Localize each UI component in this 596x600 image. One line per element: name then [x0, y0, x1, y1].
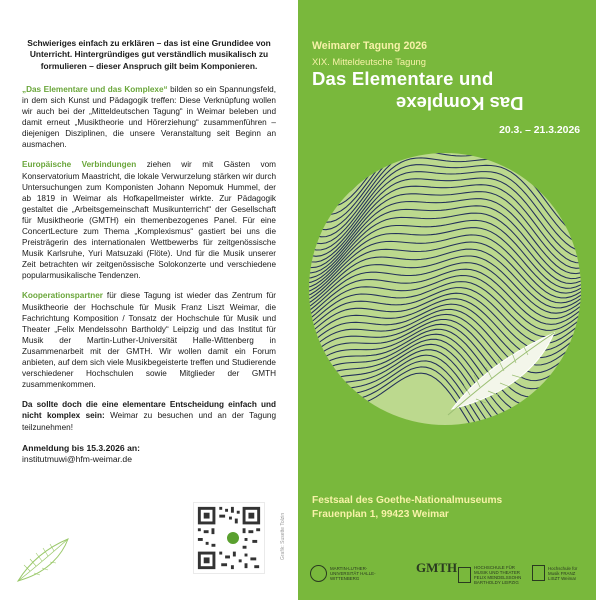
mlu-seal-icon [310, 565, 327, 582]
logo-hmt [458, 565, 524, 585]
feather-icon [14, 535, 72, 585]
logo-mlu-text: MARTIN-LUTHER-UNIVERSITÄT HALLE-WITTENBERG [330, 566, 376, 581]
logo-hfm [532, 565, 586, 581]
graphic-credit: Grafik: Susette Tolzin [280, 512, 286, 560]
wave-circle-illustration [306, 150, 584, 428]
signup-email[interactable]: institutmuwi@hfm-weimar.de [22, 454, 132, 465]
highlight-elementare: „Das Elementare und das Komplexe“ [22, 84, 168, 94]
paragraph-europa-text: ziehen wir mit Gästen vom Konservatorium Maastricht, die lokale Verwurzelung stärken wir durch Untersuchungen zum Komponisten Johann Nepomuk Hummel, der ab 1819 in Weimar als Hofkapellmeister wirkte. Zur Pädagogik gestaltet die „Arbeitsgemeinschaft Musikunterricht“ der Gesellschaft für Musiktheorie (GMTH) ein themenbezogenes Panel. Für eine ConcertLecture zum Thema „Komplexismus“ gastiert bei uns die Preisträgerin des internationalen Wettbewerbs für zeitgenössische Musik Karlsruhe, Yuri Matsuzaki (Flöte). Und für die Musik unserer Zeit betrachten wir zeitgenössische Solokonzerte und verschiedene popularmusikalische Tendenzen. [22, 160, 276, 281]
logo-gmth [416, 560, 458, 575]
partner-logos [306, 560, 588, 593]
signup-label: Anmeldung bis 15.3.2026 an: [22, 442, 140, 453]
intro-text: Schwieriges einfach zu erklären – das ist eine Grundidee von Unterricht. Hintergründiges gut verständlich musikalisch zu formulieren – dieser Anspruch gilt beim Komponieren. [27, 38, 271, 71]
main-title-flipped: Das Komplexe [396, 93, 524, 114]
signup-block [22, 443, 276, 466]
hfm-mark-icon [532, 565, 545, 581]
conference-subtitle: XIX. Mitteldeutsche Tagung [312, 56, 426, 67]
paragraph-closing [22, 399, 276, 432]
conference-title: Weimarer Tagung 2026 [312, 40, 428, 52]
paragraph-kooperation [22, 290, 276, 390]
event-dates: 20.3. – 21.3.2026 [499, 125, 580, 136]
highlight-europa: Europäische Verbindungen [22, 160, 137, 170]
closing-text: Weimar zu besuchen und an der Tagung teilzunehmen! [22, 411, 276, 432]
logo-mlu [310, 565, 392, 582]
paragraph-elementare [22, 84, 276, 151]
venue-line-2: Frauenplan 1, 99423 Weimar [312, 509, 449, 521]
right-panel [298, 0, 596, 600]
venue-line-1: Festsaal des Goethe-Nationalmuseums [312, 495, 503, 506]
highlight-kooperation: Kooperationspartner [22, 291, 103, 301]
paragraph-europa [22, 159, 276, 281]
logo-hfm-text: Hochschule für Musik FRANZ LISZT Weimar [548, 565, 578, 581]
closing-bold: Da sollte doch die eine elementare Entscheidung einfach und nicht komplex sein: [22, 400, 276, 421]
paragraph-kooperation-text: für diese Tagung ist wieder das Zentrum für Musiktheorie der Hochschule für Musik Franz Liszt Weimar, die Fachrichtung Komposition / Tonsatz der Hochschule für Musik und Theater „Felix Mendelssohn Bartholdy“ Leipzig und das Institut für Musik der Martin-Luther-Universität Halle-Wittenberg in Zusammenarbeit mit der GMTH. Wir wollen damit ein Forum anbieten, auf dem sich viele Musikbegeisterte treffen und Studierende verschiedener Hochschulen sowie Mitglieder der GMTH zusammenkommen. [22, 291, 276, 390]
logo-gmth-text: GMTH [416, 560, 458, 575]
hmt-mark-icon [458, 567, 471, 583]
logo-hmt-text: HOCHSCHULE FÜR MUSIK UND THEATER FELIX MENDELSSOHN BARTHOLDY LEIPZIG [474, 565, 522, 585]
qr-logo-icon [225, 530, 241, 546]
paragraph-elementare-text: bilden so ein Spannungsfeld, in dem sich Kunst und Pädagogik treffen: Diese Verknüpfung wollen wir auch bei der „Mitteldeutschen Tagung“ in Weimar beleben und damit erneut „Musiktheorie und Hörerziehung“ zusammenführen – diejenigen Disziplinen, die unsere Veranstaltung seit Beginn an ausmachen. [22, 84, 276, 150]
main-title: Das Elementare und [312, 68, 494, 89]
venue [312, 494, 502, 522]
